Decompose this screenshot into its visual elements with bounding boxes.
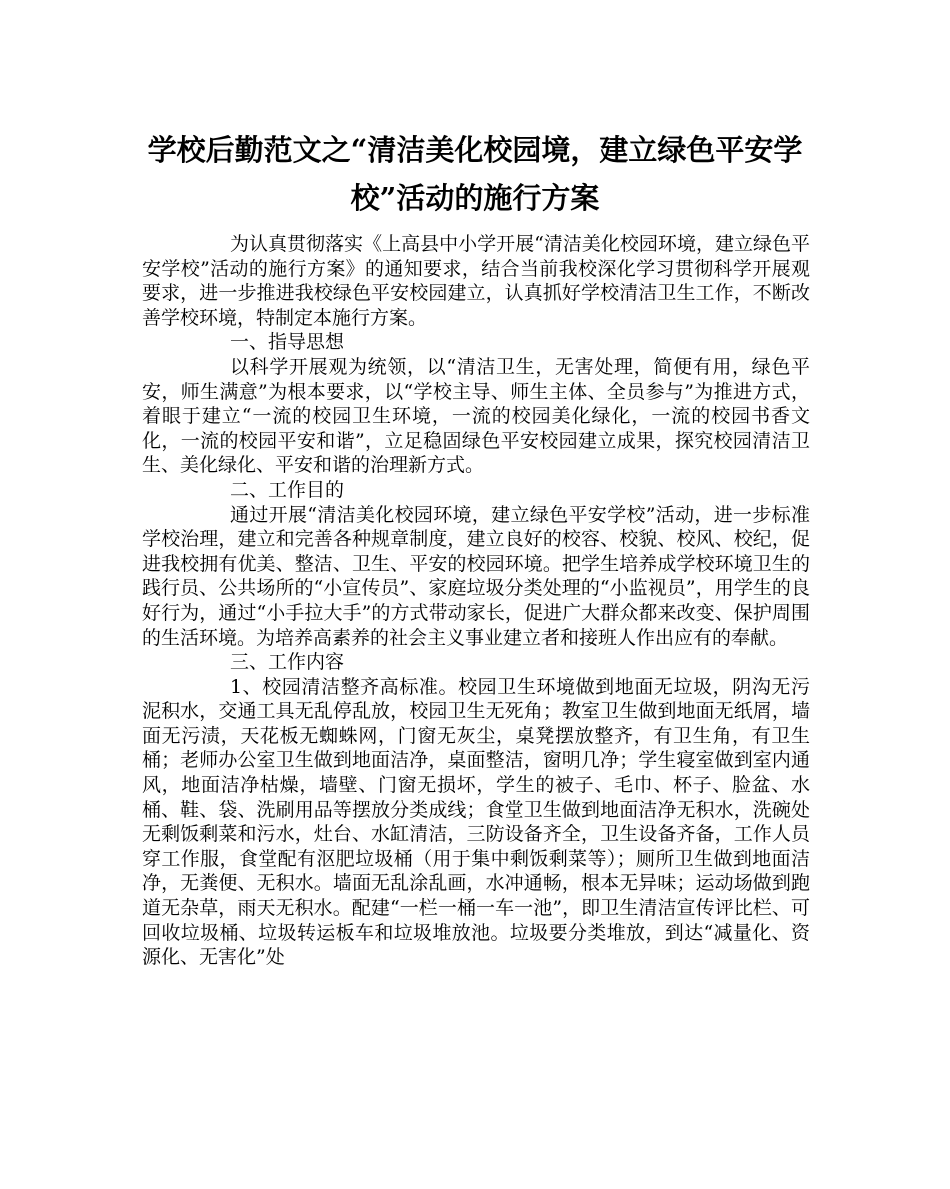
work-goals-paragraph: 通过开展“清洁美化校园环境，建立绿色平安学校”活动，进一步标准学校治理，建立和完善各种规章制度，建立良好的校容、校貌、校风、校纪，促进我校拥有优美、整洁、卫生、平安的校园环境。把学生培养成学校环境卫生的践行员、公共场所的“小宣传员”、家庭垃圾分类处理的“小监视员”，用学生的良好行为，通过“小手拉大手”的方式带动家长，促进广大群众都来改变、保护周围的生活环境。为培养高素养的社会主义事业建立者和接班人作出应有的奉献。 (142, 503, 810, 649)
section-heading-guiding-ideology: 一、指导思想 (230, 331, 345, 354)
work-content-paragraph: 1、校园清洁整齐高标准。校园卫生环境做到地面无垃圾，阴沟无污泥积水，交通工具无乱停乱放，校园卫生无死角；教室卫生做到地面无纸屑，墙面无污渍，天花板无蜘蛛网，门窗无灰尘，桌凳摆放整齐，有卫生角，有卫生桶；老师办公室卫生做到地面洁净，桌面整洁，窗明几净；学生寝室做到室内通风，地面洁净枯燥，墙壁、门窗无损坏，学生的被子、毛巾、杯子、脸盆、水桶、鞋、袋、洗刷用品等摆放分类成线；食堂卫生做到地面洁净无积水，洗碗处无剩饭剩菜和污水，灶台、水缸清洁，三防设备齐全，卫生设备齐备，工作人员穿工作服，食堂配有沤肥垃圾桶（用于集中剩饭剩菜等）；厕所卫生做到地面洁净，无粪便、无积水。墙面无乱涂乱画，水冲通畅，根本无异味；运动场做到跑道无杂草，雨天无积水。配建“一栏一桶一车一池”，即卫生清洁宣传评比栏、可回收垃圾桶、垃圾转运板车和垃圾堆放池。垃圾要分类堆放，到达“减量化、资源化、无害化”处 (142, 675, 810, 969)
document-body (142, 232, 810, 970)
document-title: 学校后勤范文之“清洁美化校园境，建立绿色平安学校”活动的施行方案 (147, 133, 803, 215)
intro-paragraph: 为认真贯彻落实《上高县中小学开展“清洁美化校园环境，建立绿色平安学校”活动的施行方案》的通知要求，结合当前我校深化学习贯彻科学开展观要求，进一步推进我校绿色平安校园建立，认真抓好学校清洁卫生工作，不断改善学校环境，特制定本施行方案。 (142, 233, 810, 329)
section-heading-work-goals: 二、工作目的 (230, 478, 345, 501)
section-heading-work-content: 三、工作内容 (230, 651, 345, 674)
guiding-ideology-paragraph: 以科学开展观为统领，以“清洁卫生，无害处理，简便有用，绿色平安，师生满意”为根本要求，以“学校主导、师生主体、全员参与”为推进方式，着眼于建立“一流的校园卫生环境，一流的校园美化绿化，一流的校园书香文化，一流的校园平安和谐”，立足稳固绿色平安校园建立成果，探究校园清洁卫生、美化绿化、平安和谐的治理新方式。 (142, 355, 810, 477)
